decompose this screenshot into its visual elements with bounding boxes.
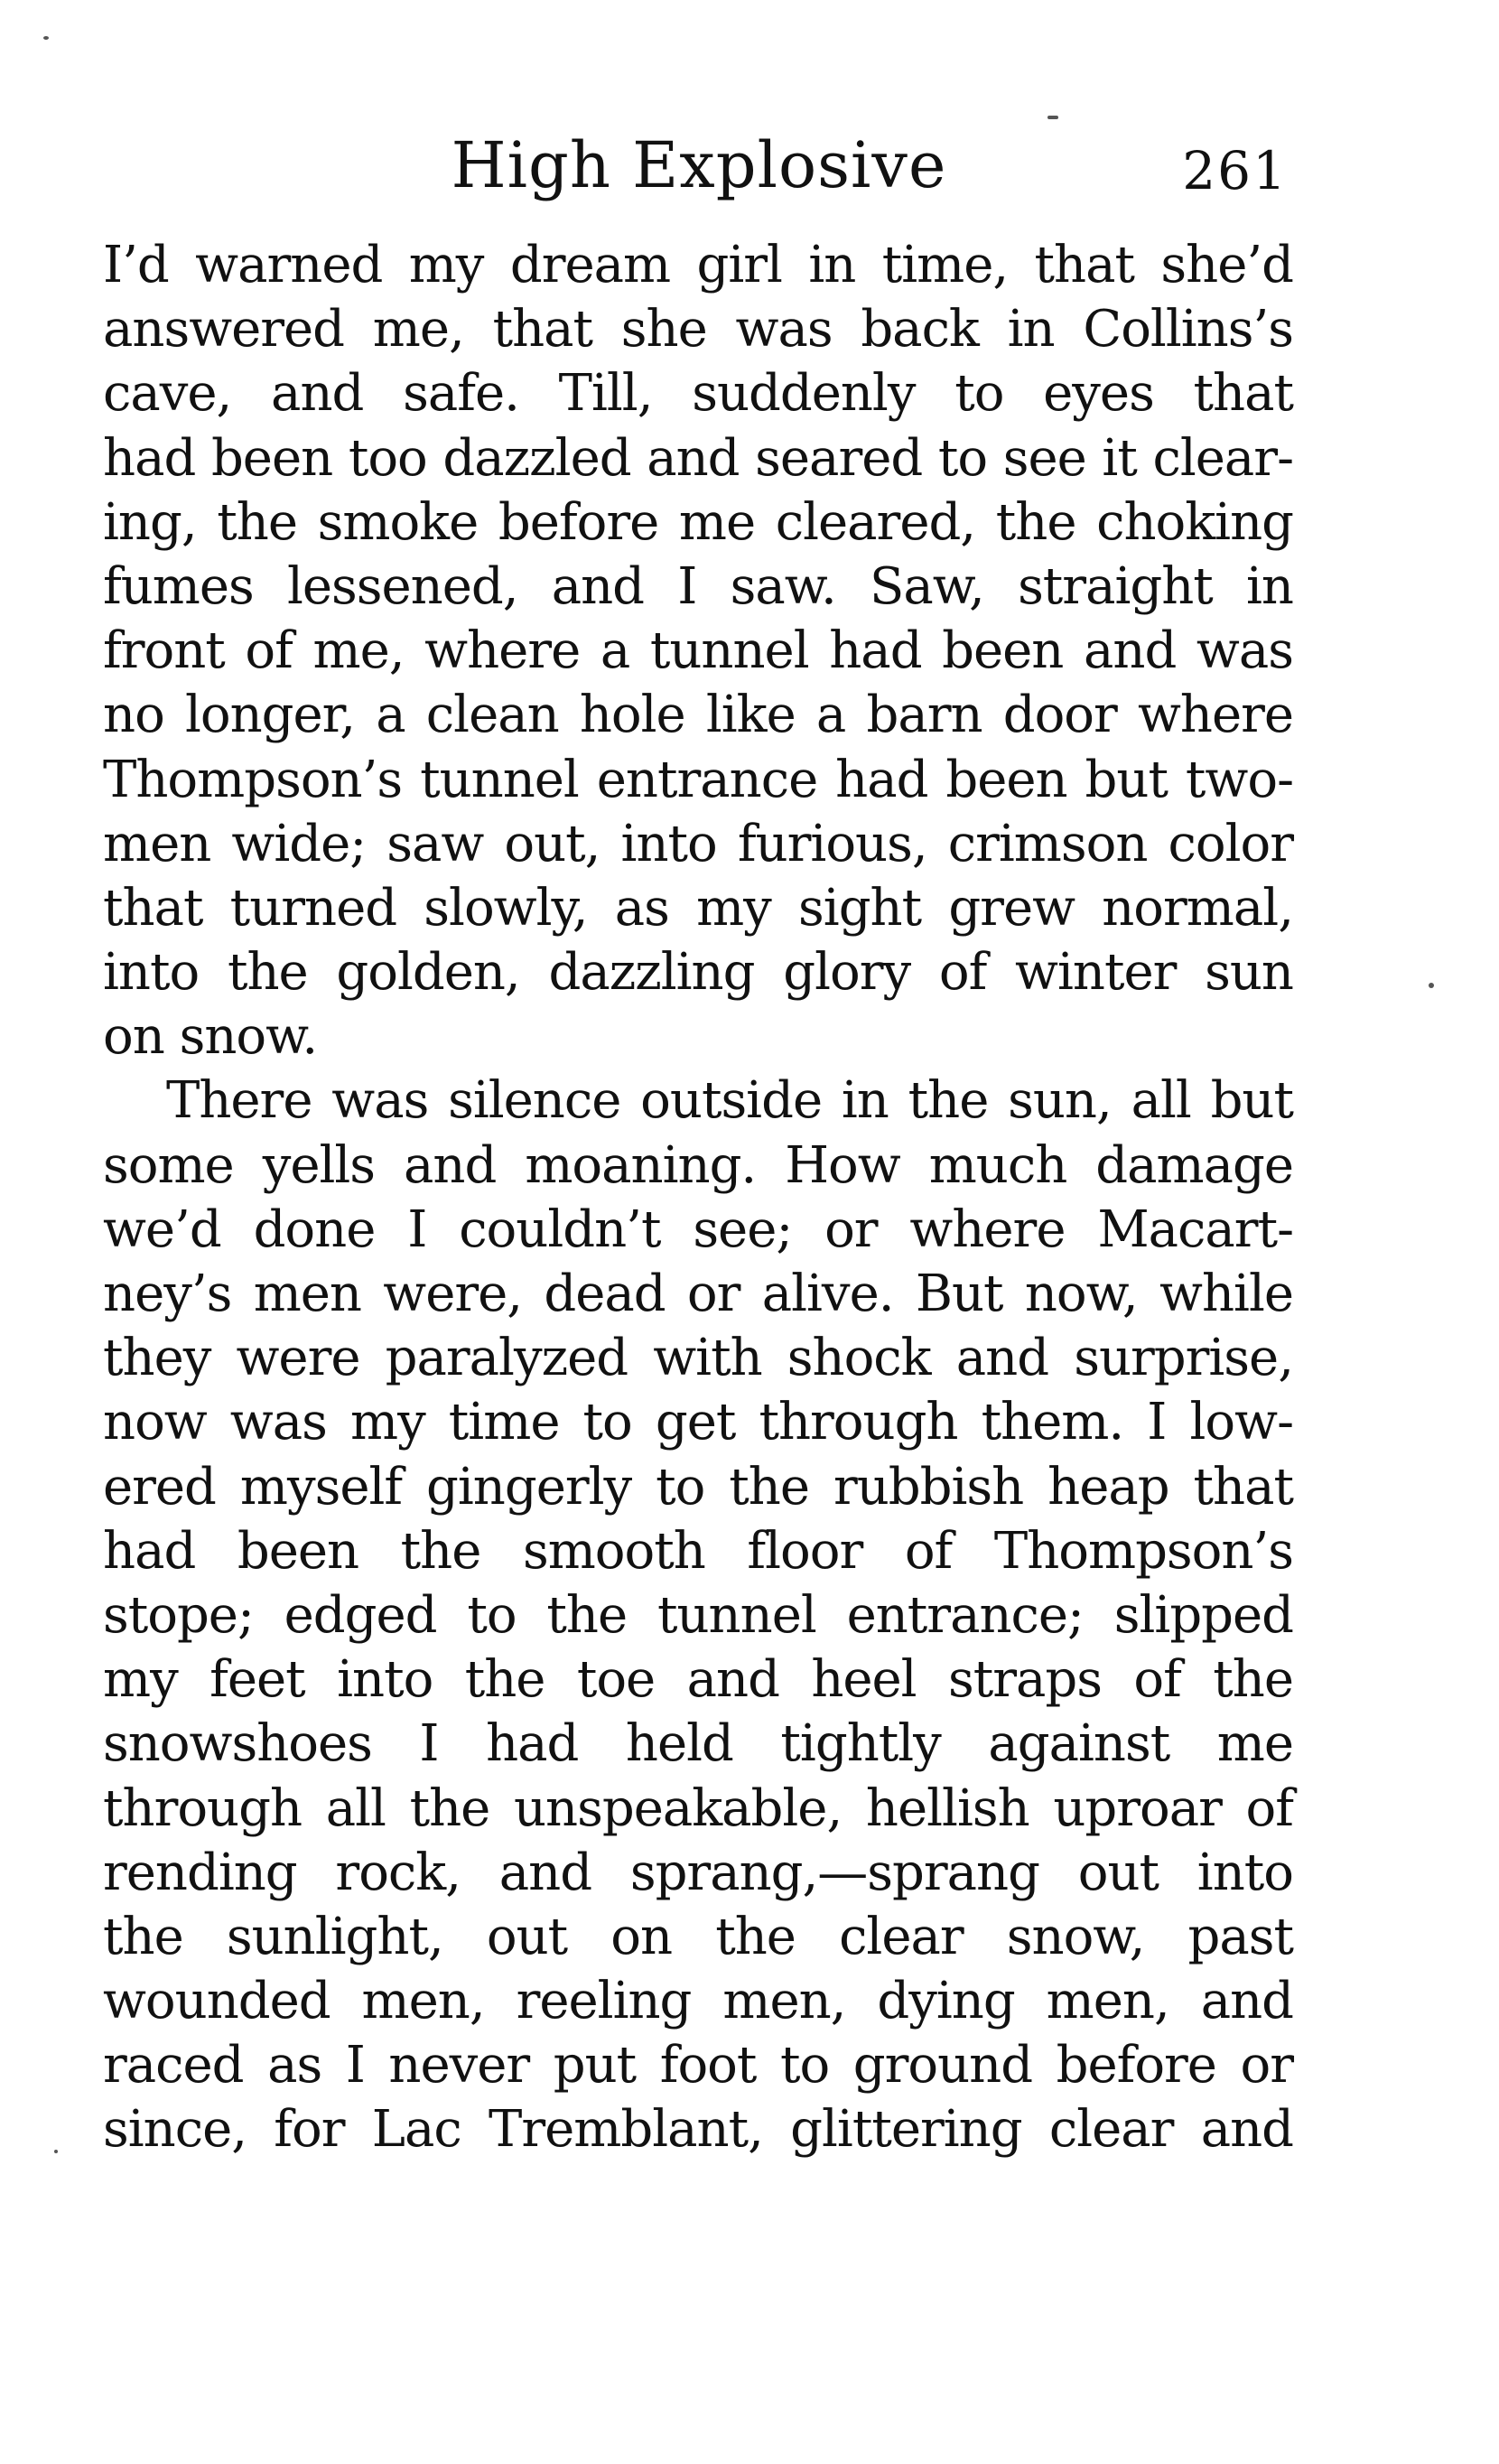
text-line: the sunlight, out on the clear snow, past xyxy=(103,1907,1293,1966)
text-line: since, for Lac Tremblant, glittering clear and xyxy=(103,2100,1293,2160)
text-line: Thompson’s tunnel entrance had been but two- xyxy=(103,750,1293,809)
text-line: cave, and safe. Till, suddenly to eyes that xyxy=(103,364,1293,424)
text-line: they were paralyzed with shock and surprise, xyxy=(103,1329,1293,1388)
text-line: ing, the smoke before me cleared, the choking xyxy=(103,492,1293,552)
text-line: no longer, a clean hole like a barn door where xyxy=(103,686,1293,745)
text-line: answered me, that she was back in Collins’s xyxy=(103,300,1293,359)
text-line: had been too dazzled and seared to see it clear- xyxy=(103,428,1293,488)
text-line: ney’s men were, dead or alive. But now, while xyxy=(103,1265,1293,1323)
text-line: fumes lessened, and I saw. Saw, straight in xyxy=(103,556,1293,616)
scan-speck xyxy=(43,36,49,40)
text-line: some yells and moaning. How much damage xyxy=(103,1135,1293,1195)
text-line: snowshoes I had held tightly against me xyxy=(103,1714,1293,1774)
text-line: my feet into the toe and heel straps of the xyxy=(103,1650,1293,1710)
text-line: stope; edged to the tunnel entrance; slipped xyxy=(103,1585,1293,1645)
scan-speck xyxy=(54,2150,58,2153)
body-text xyxy=(103,233,1293,2162)
text-line: ered myself gingerly to the rubbish heap that xyxy=(103,1457,1293,1517)
text-line: wounded men, reeling men, dying men, and xyxy=(103,1972,1293,2031)
text-line: we’d done I couldn’t see; or where Macart- xyxy=(103,1199,1293,1259)
text-line: raced as I never put foot to ground before or xyxy=(103,2036,1293,2095)
running-head xyxy=(103,125,1295,206)
text-line: on snow. xyxy=(103,1007,318,1067)
text-line: front of me, where a tunnel had been and was xyxy=(103,621,1293,681)
scan-speck xyxy=(1429,983,1434,988)
text-line: through all the unspeakable, hellish uproar of xyxy=(103,1778,1293,1838)
text-line: had been the smooth floor of Thompson’s xyxy=(103,1521,1293,1581)
page-number: 261 xyxy=(1182,140,1288,201)
text-line: There was silence outside in the sun, all but xyxy=(166,1071,1293,1131)
text-line: I’d warned my dream girl in time, that she’d xyxy=(103,236,1293,294)
scan-speck xyxy=(1047,116,1058,119)
running-title: High Explosive xyxy=(451,128,947,202)
text-line: now was my time to get through them. I low- xyxy=(103,1393,1293,1452)
text-line: into the golden, dazzling glory of winter sun xyxy=(103,943,1293,1003)
text-line: rending rock, and sprang,—sprang out into xyxy=(103,1843,1293,1902)
text-line: men wide; saw out, into furious, crimson color xyxy=(103,814,1293,873)
text-line: that turned slowly, as my sight grew normal, xyxy=(103,878,1293,938)
